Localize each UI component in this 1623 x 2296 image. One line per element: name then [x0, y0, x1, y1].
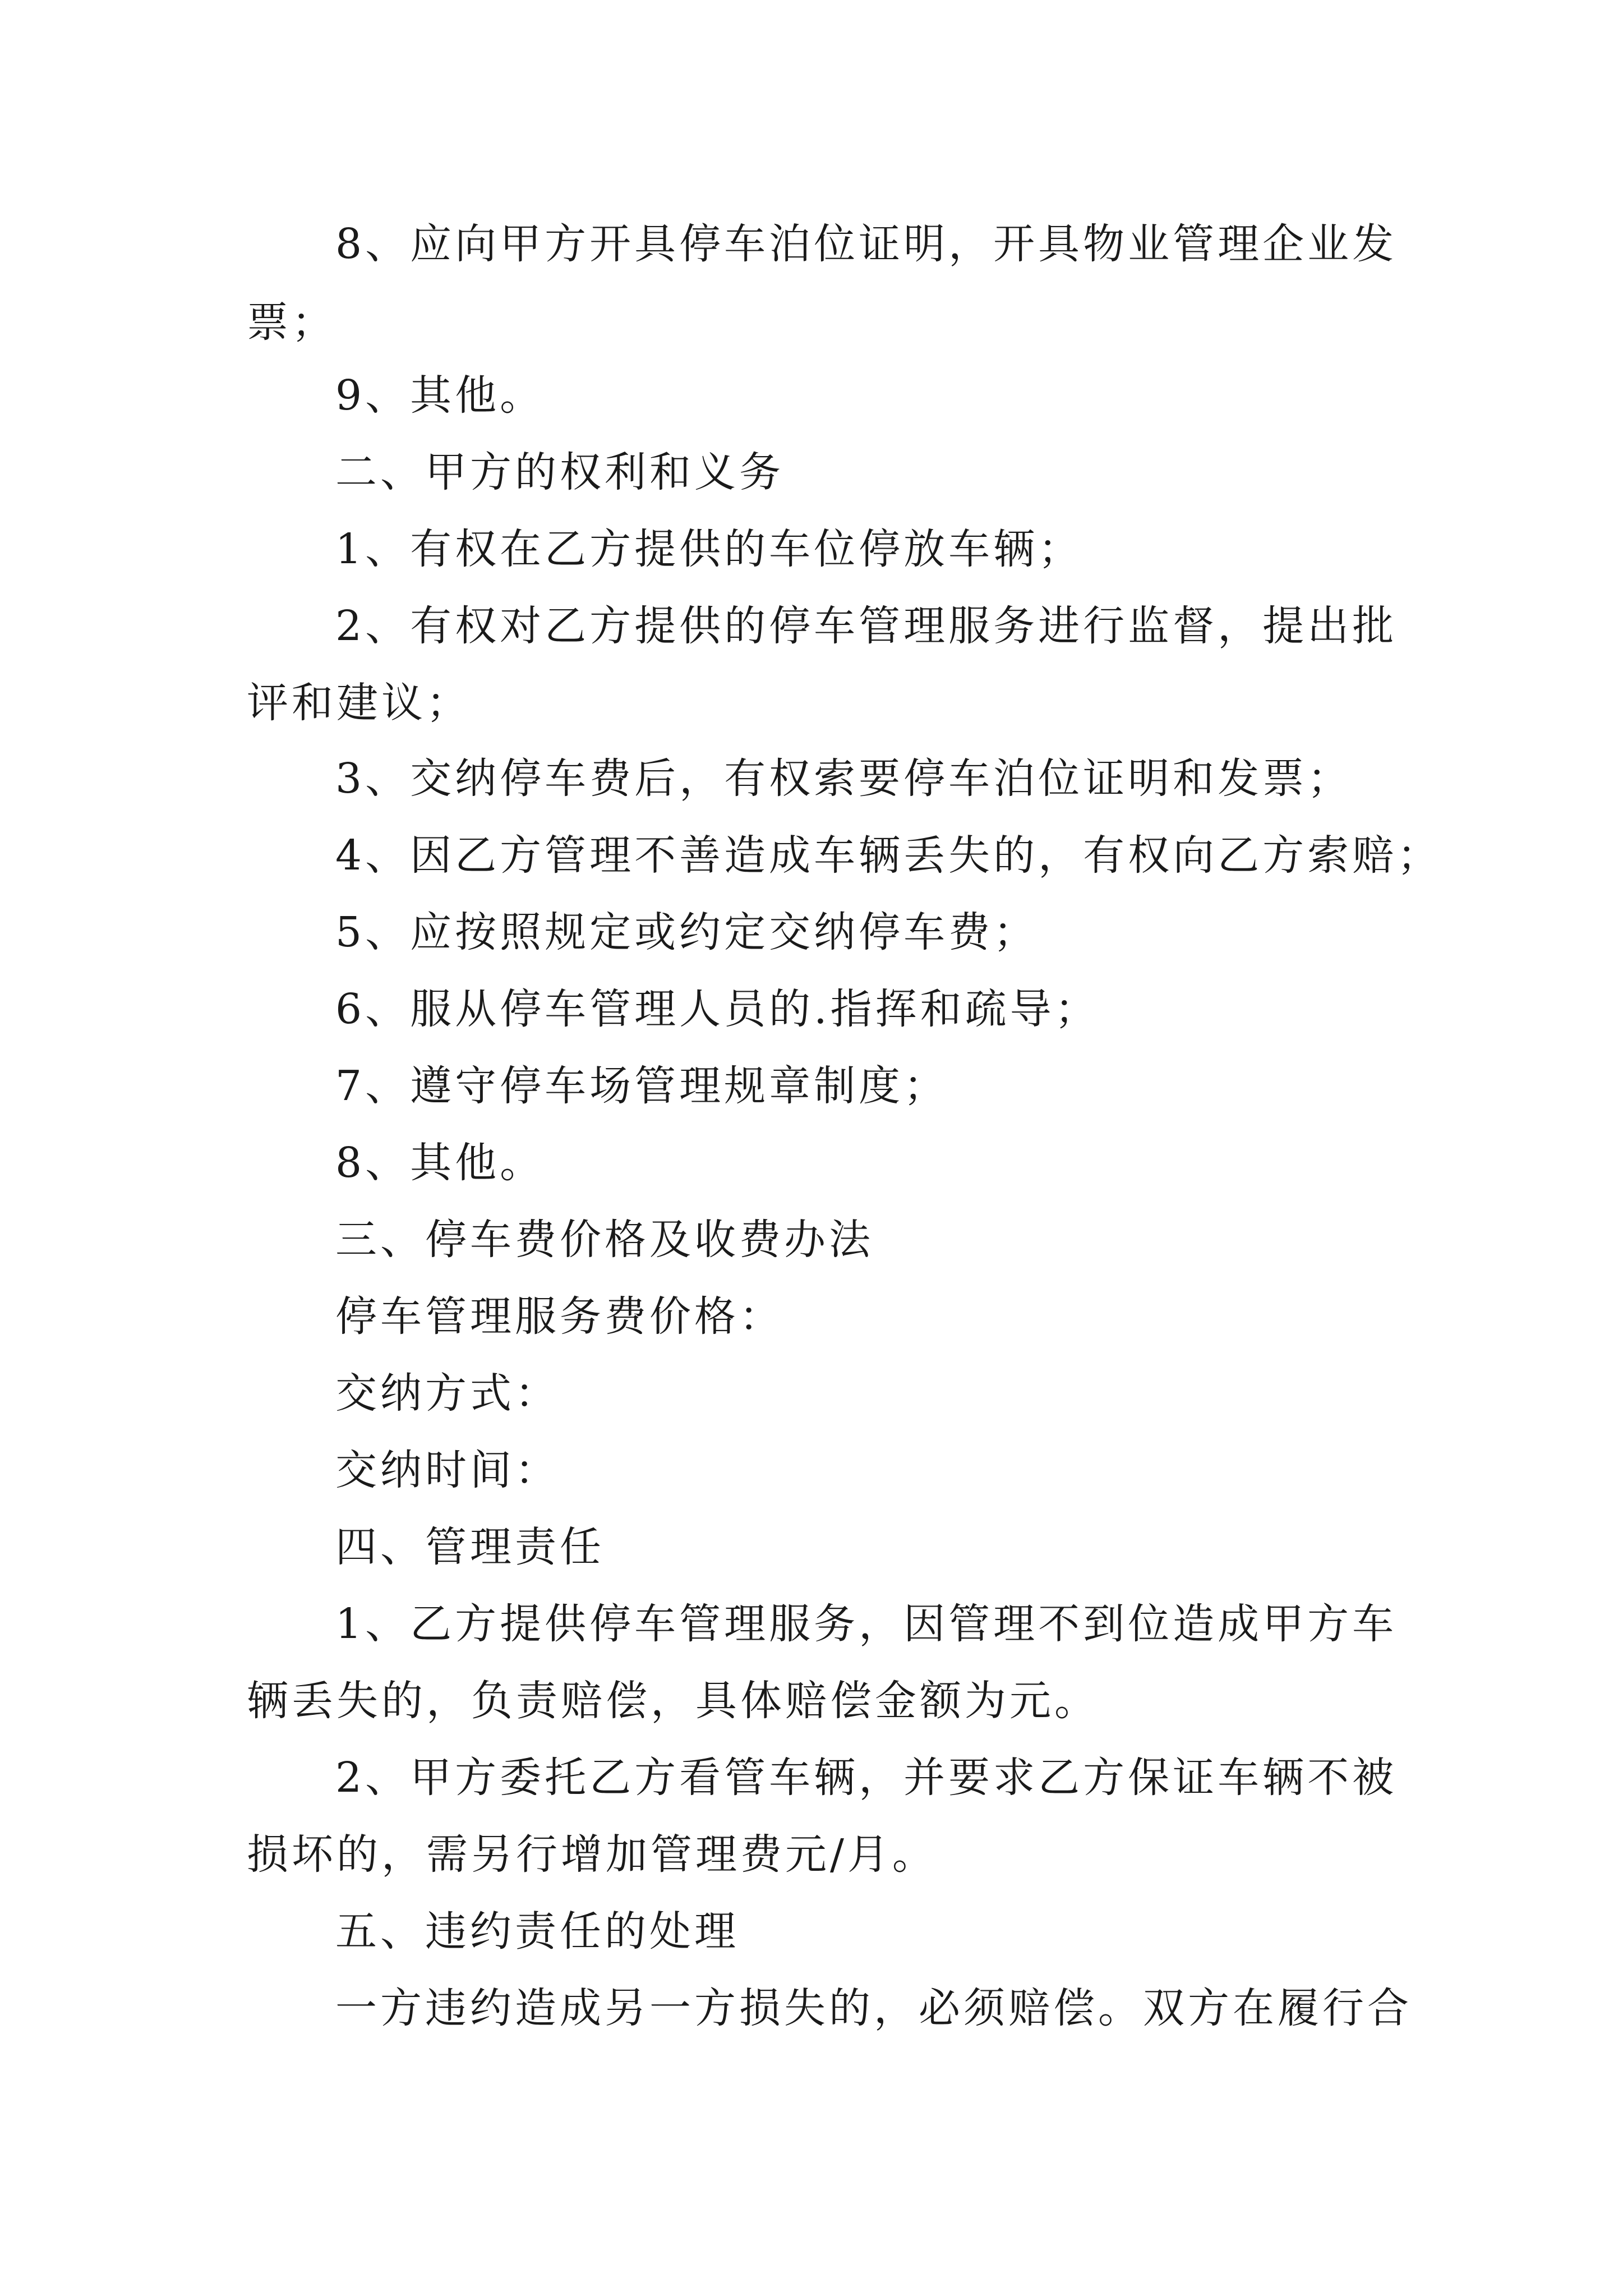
paragraph-line: 8、应向甲方开具停车泊位证明，开具物业管理企业发: [335, 220, 1398, 268]
paragraph-line: 票；: [247, 298, 336, 347]
paragraph-line: 5、应按照规定或约定交纳停车费；: [335, 908, 1039, 956]
paragraph-line: 3、交纳停车费后，有权索要停车泊位证明和发票；: [335, 754, 1353, 803]
paragraph-line: 6、服从停车管理人员的.指挥和疏导；: [335, 985, 1100, 1033]
section-heading: 四、管理责任: [335, 1523, 605, 1571]
paragraph-line: 1、乙方提供停车管理服务，因管理不到位造成甲方车: [335, 1600, 1398, 1648]
paragraph-line: 9、其他。: [335, 371, 545, 420]
paragraph-line: 1、有权在乙方提供的车位停放车辆；: [335, 525, 1083, 573]
paragraph-line: 交纳时间：: [335, 1446, 560, 1494]
paragraph-line: 交纳方式：: [335, 1369, 560, 1418]
paragraph-line: 停车管理服务费价格：: [335, 1292, 784, 1341]
section-heading: 三、停车费价格及收费办法: [335, 1216, 874, 1264]
paragraph-line: 2、甲方委托乙方看管车辆，并要求乙方保证车辆不被: [335, 1754, 1398, 1802]
paragraph-line: 7、遵守停车场管理规章制度；: [335, 1062, 949, 1110]
paragraph-line: 损坏的，需另行增加管理费元/月。: [247, 1830, 937, 1879]
paragraph-line: 一方违约造成另一方损失的，必须赔偿。双方在履行合: [335, 1984, 1412, 2032]
paragraph-line: 8、其他。: [335, 1139, 545, 1187]
paragraph-line: 评和建议；: [247, 679, 471, 727]
section-heading: 二、甲方的权利和义务: [335, 448, 784, 496]
paragraph-line: 4、因乙方管理不善造成车辆丢失的，有权向乙方索赔；: [335, 831, 1442, 880]
section-heading: 五、违约责任的处理: [335, 1907, 739, 1955]
paragraph-line: 2、有权对乙方提供的停车管理服务进行监督，提出批: [335, 602, 1398, 650]
paragraph-line: 辆丢失的，负责赔偿，具体赔偿金额为元。: [247, 1677, 1099, 1725]
